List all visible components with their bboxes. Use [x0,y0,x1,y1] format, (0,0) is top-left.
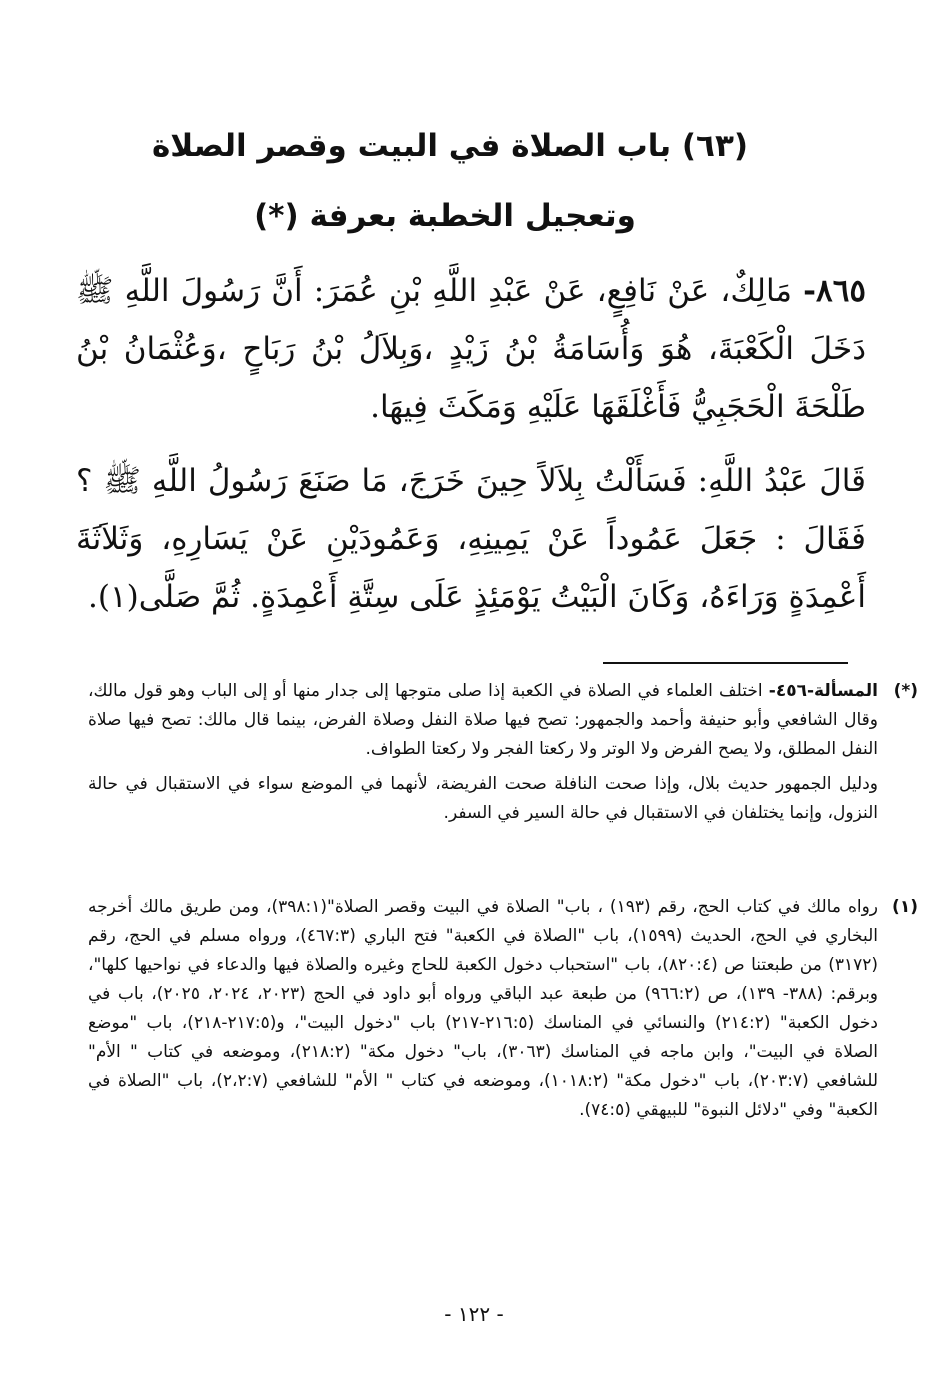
page-number: - ١٢٢ - [444,1302,504,1326]
chapter-title: (٦٣) باب الصلاة في البيت وقصر الصلاة [151,128,749,164]
hadith-paragraph [76,262,866,436]
footnote-star-paragraph-2: ودليل الجمهور حديث بلال، وإذا صحت النافلة صحت الفريضة، لأنهما في الموضع سواء في الاستقبال في حالة النزول، وإنما يختلفان في الاستقبال في حالة السير في السفر. [88,774,878,823]
hadith-text: مَالِكٌ، عَنْ نَافِعٍ، عَنْ عَبْدِ اللَّهِ بْنِ عُمَرَ: أَنَّ رَسُولَ اللَّهِ ﷺ دَخَلَ الْكَعْبَةَ، هُوَ وَأُسَامَةُ بْنُ زَيْدٍ ،وَبِلاَلُ بْنُ رَبَاحٍ ،وَعُثْمَانُ بْنُ طَلْحَةَ الْحَجَبِيُّ فَأَغْلَقَهَا عَلَيْهِ وَمَكَثَ فِيهَا. [76,273,866,425]
hadith-number: ٨٦٥- [803,273,866,309]
footnote-divider [603,662,848,664]
footnote-one [88,893,918,1125]
footnote-star-marker: (*) [893,681,918,701]
footnote-one-marker: (١) [892,897,918,917]
footnote-star-paragraph-1 [88,677,878,764]
footnote-star [88,677,918,828]
footnote-star-label: المسألة-٤٥٦- [768,681,878,701]
narration-paragraph: قَالَ عَبْدُ اللَّهِ: فَسَأَلْتُ بِلاَلاً حِينَ خَرَجَ، مَا صَنَعَ رَسُولُ اللَّهِ ﷺ ؟ فَقَالَ : جَعَلَ عَمُوداً عَنْ يَمِينِهِ، وَعَمُودَيْنِ عَنْ يَسَارِهِ، وَثَلاَثَةَ أَعْمِدَةٍ وَرَاءَهُ، وَكَانَ الْبَيْتُ يَوْمَئِذٍ عَلَى سِتَّةِ أَعْمِدَةٍ. ثُمَّ صَلَّى(١). [76,463,866,615]
chapter-subtitle: وتعجيل الخطبة بعرفة (*) [254,198,636,234]
footnote-star-text: اختلف العلماء في الصلاة في الكعبة إذا صلى متوجها إلى جدار منها أو إلى الباب وهو قول مالك، وقال الشافعي وأبو حنيفة وأحمد والجمهور: تصح فيها صلاة النفل وصلاة الفرض، بينما قال مالك: تصح فيها صلاة النفل المطلق، ولا يصح الفرض ولا الوتر ولا ركعتا الفجر ولا ركعتا الطواف. [88,681,878,759]
footnote-one-text: رواه مالك في كتاب الحج، رقم (١٩٣) ، باب" الصلاة في البيت وقصر الصلاة"(٣٩٨:١)، ومن طريق مالك أخرجه البخاري في الحج، الحديث (١٥٩٩)، باب "الصلاة في الكعبة" فتح الباري (٤٦٧:٣)، ورواه مسلم في الحج، رقم (٣١٧٢) من طبعتنا ص (٨٢٠:٤)، باب "استحباب دخول الكعبة للحاج وغيره والصلاة فيها والدعاء في نواحيها كلها"، وبرقم: (٣٨٨- ١٣٩)، ص (٩٦٦:٢) من طبعة عبد الباقي ورواه أبو داود في الحج (٢٠٢٣، ٢٠٢٤، ٢٠٢٥)، باب في دخول الكعبة" (٢١٤:٢) والنسائي في المناسك (٢١٦:٥-٢١٧) باب "دخول البيت"، و(٢١٧:٥-٢١٨)، باب "موضع الصلاة في البيت"، وابن ماجه في المناسك (٣٠٦٣)، باب" دخول مكة" (٢١٨:٢)، وموضعه في كتاب " الأم" للشافعي (٢٠٣:٧)، باب "دخول مكة" (١٠١٨:٢)، وموضعه في كتاب " الأم" للشافعي (٢،٢:٧)، باب "الصلاة في الكعبة" وفي "دلائل النبوة" للبيهقي (٧٤:٥). [88,897,879,1120]
